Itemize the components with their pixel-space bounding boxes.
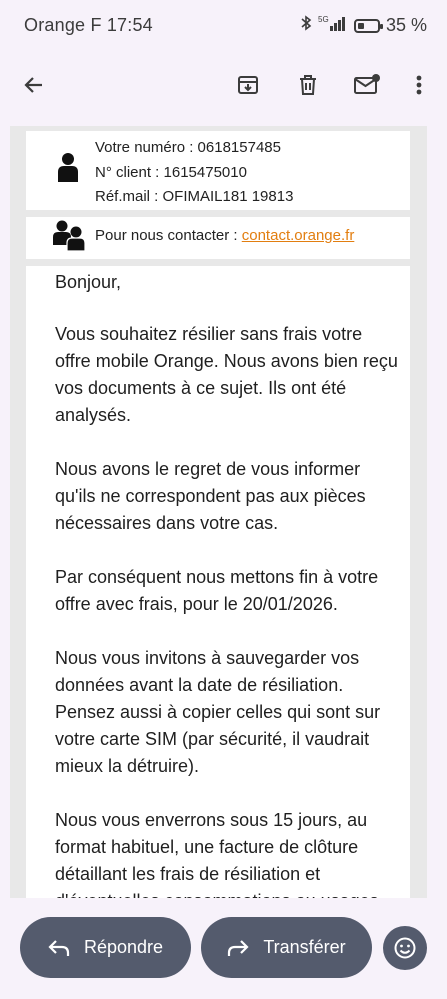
account-info <box>95 136 293 210</box>
battery-level <box>358 23 364 29</box>
battery-icon <box>354 19 380 33</box>
message-body <box>55 269 400 915</box>
trash-icon <box>296 73 320 97</box>
arrow-left-icon <box>22 73 46 97</box>
status-icons <box>300 14 427 37</box>
mail-unread-icon <box>353 73 381 97</box>
carrier-time: Orange F 17:54 <box>24 15 153 35</box>
app-bar <box>0 52 447 118</box>
paragraph: Nous vous enverrons sous 15 jours, au format habituel, une facture de clôture détaillant les frais de résiliation et <box>55 810 368 884</box>
paragraph: Par conséquent nous mettons fin à votre offre avec frais, pour le 20/01/2026. <box>55 567 379 614</box>
battery-percent: 35 % <box>385 15 427 35</box>
people-icon <box>52 219 86 256</box>
network-label: 5G <box>317 15 329 24</box>
forward-icon <box>227 939 249 957</box>
greeting: Bonjour, <box>55 272 122 292</box>
forward-label: Transférer <box>263 937 346 957</box>
emoji-smile-icon <box>393 936 417 960</box>
emoji-reaction-button[interactable] <box>383 926 427 970</box>
archive-button[interactable] <box>232 69 264 101</box>
forward-button[interactable] <box>201 917 372 978</box>
mark-unread-button[interactable] <box>351 69 383 101</box>
delete-button[interactable] <box>292 69 324 101</box>
customer-number: Votre numéro : 0618157485 <box>95 139 281 156</box>
reply-button[interactable] <box>20 917 191 978</box>
paragraph: Nous avons le regret de vous informer qu'ils ne correspondent pas aux pièces nécessaires dans votre cas. <box>55 459 366 533</box>
reply-label: Répondre <box>83 937 164 957</box>
more-vertical-icon <box>415 73 423 97</box>
archive-icon <box>236 73 260 97</box>
paragraph: Nous vous invitons à sauvegarder vos données avant la date de résiliation. Pensez aussi à copier celles qui sont sur votre carte SIM (par sécurité, il vaudrait mieux la détruire). <box>55 648 381 776</box>
reply-icon <box>48 939 70 957</box>
contact-label: Pour nous contacter : <box>95 227 242 244</box>
status-bar <box>0 0 447 52</box>
bluetooth-icon <box>300 14 312 37</box>
more-button[interactable] <box>403 69 435 101</box>
bottom-action-bar <box>0 898 447 999</box>
client-number: N° client : 1615475010 <box>95 163 247 181</box>
paragraph: Vous souhaitez résilier sans frais votre offre mobile Orange. Nous avons bien reçu vos documents à ce sujet. Ils ont été analysés. <box>55 324 398 425</box>
contact-link[interactable]: contact.orange.fr <box>241 227 355 244</box>
signal-5g-icon <box>318 14 348 37</box>
contact-line <box>95 227 354 244</box>
back-button[interactable] <box>18 69 50 101</box>
person-icon <box>57 152 79 187</box>
mail-reference: Réf.mail : OFIMAIL181 19813 <box>95 188 294 205</box>
